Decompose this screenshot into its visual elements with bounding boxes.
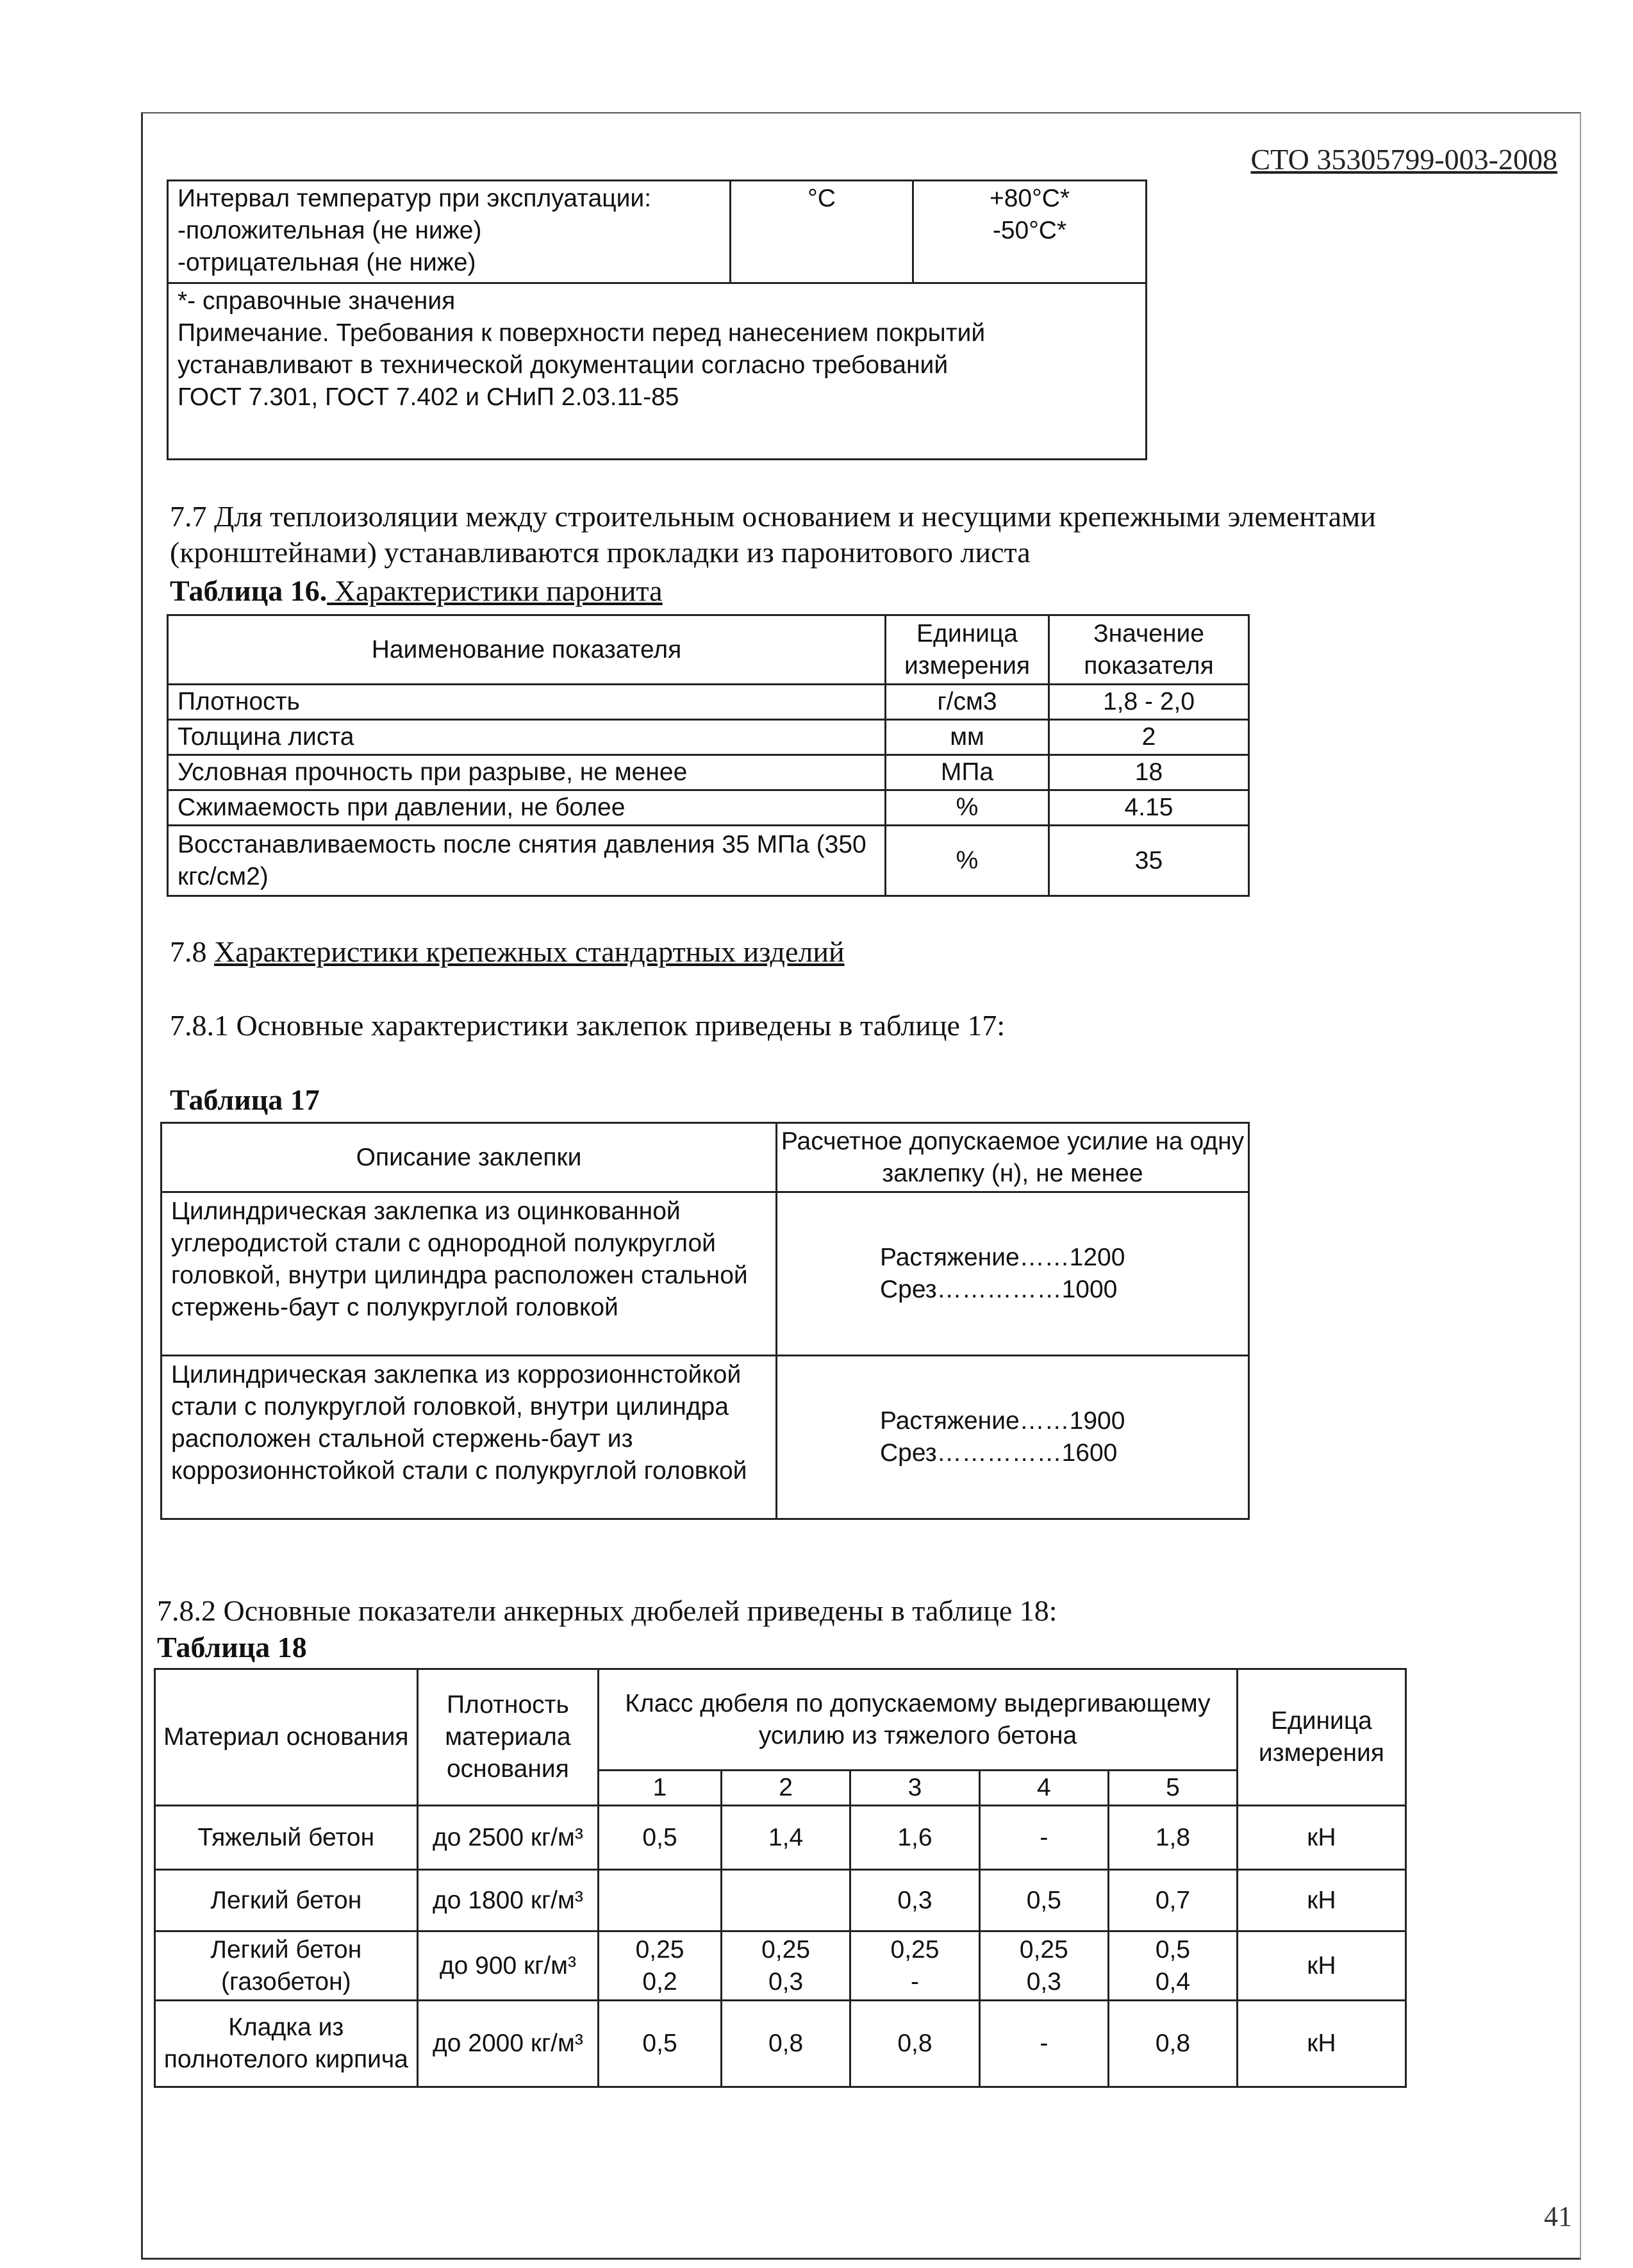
class-value: 0,5 <box>1026 1886 1061 1914</box>
class-value-cell <box>1109 1931 1238 2001</box>
paragraph-line: (кронштейнами) устанавливаются прокладки из паронитового листа <box>170 536 1031 569</box>
table-16-cell: % <box>886 790 1049 826</box>
class-value-cell <box>721 2001 850 2087</box>
table-16-cell: 35 <box>1049 826 1249 896</box>
class-value: 1,8 <box>1155 1823 1191 1851</box>
document-code: СТО 35305799-003-2008 <box>1250 143 1557 176</box>
table-18-header-density: Плотность материала основания <box>417 1669 599 1806</box>
class-value-cell <box>850 1931 979 2001</box>
class-value: 0,8 <box>897 2030 933 2057</box>
class-value-cell <box>721 1870 850 1931</box>
table-16-cell: Восстанавливаемость после снятия давления 35 МПа (350 кгс/см2) <box>168 826 886 896</box>
note-line: Примечание. Требования к поверхности перед нанесением покрытий <box>178 319 986 347</box>
class-value: 0,25 <box>635 1935 684 1964</box>
tension-value: Растяжение……1900 <box>880 1407 1125 1435</box>
table-16-cell: Плотность <box>168 685 886 720</box>
table-17-values <box>777 1192 1249 1356</box>
caption-label: Таблица 17 <box>170 1083 320 1116</box>
class-value-cell <box>850 1806 979 1870</box>
temp-note-cell <box>168 283 1147 460</box>
class-value: 0,5 <box>642 1823 677 1851</box>
table-16-cell: Условная прочность при разрыве, не менее <box>168 755 886 790</box>
material-cell: Легкий бетон <box>155 1870 418 1931</box>
section-title: Характеристики крепежных стандартных изделий <box>214 935 845 968</box>
class-value: 0,8 <box>768 2030 804 2057</box>
table-16-cell: 4.15 <box>1049 790 1249 826</box>
class-value-cell <box>599 1931 722 2001</box>
temp-value-cell <box>913 181 1147 283</box>
class-value: 0,5 <box>642 2030 677 2057</box>
table-18-caption <box>157 1630 307 1665</box>
material-cell: Кладка из полнотелого кирпича <box>155 2001 418 2087</box>
section-7-8-heading <box>170 934 845 970</box>
table-16-cell: 18 <box>1049 755 1249 790</box>
class-value-cell <box>979 2001 1108 2087</box>
table-17-header: Расчетное допускаемое усилие на одну заклепку (н), не менее <box>777 1123 1249 1192</box>
unit-cell: кН <box>1237 1870 1405 1931</box>
material-cell: Легкий бетон (газобетон) <box>155 1931 418 2001</box>
unit-cell: кН <box>1237 1931 1405 2001</box>
class-value: 0,5 <box>1155 1935 1191 1964</box>
class-value: 0,25 <box>890 1935 940 1964</box>
class-value: 0,3 <box>1026 1967 1061 1996</box>
table-18-row <box>155 2001 1406 2087</box>
table-17-header: Описание заклепки <box>162 1123 777 1192</box>
table-17-caption <box>170 1082 320 1118</box>
class-value-cell <box>1109 2001 1238 2087</box>
class-value-cell <box>1109 1806 1238 1870</box>
note-line: устанавливают в технической документации согласно требований <box>178 351 949 379</box>
table-18-header-unit: Единица измерения <box>1237 1669 1405 1806</box>
table-18-row <box>155 1870 1406 1931</box>
table-16-cell: Сжимаемость при давлении, не более <box>168 790 886 826</box>
tension-value: Растяжение……1200 <box>880 1244 1125 1271</box>
unit-cell: кН <box>1237 1806 1405 1870</box>
table-18-header-material: Материал основания <box>155 1669 418 1806</box>
class-value: 0,8 <box>1155 2030 1191 2057</box>
class-value: 1,4 <box>768 1823 804 1851</box>
table-16-cell: мм <box>886 720 1049 755</box>
section-7-8-1-text: 7.8.1 Основные характеристики заклепок приведены в таблице 17: <box>170 1009 1006 1042</box>
class-value-cell <box>599 1870 722 1931</box>
temp-label-line: Интервал температур при эксплуатации: <box>178 185 652 212</box>
caption-label: Таблица 16. <box>170 574 327 607</box>
table-18-header-class: Класс дюбеля по допускаемому выдергивающему усилию из тяжелого бетона <box>599 1669 1238 1771</box>
temp-label-cell <box>168 181 731 283</box>
class-value-cell <box>850 2001 979 2087</box>
note-line: *- справочные значения <box>178 287 456 315</box>
class-value: - <box>910 1967 919 1996</box>
table-16 <box>167 614 1250 897</box>
temp-label-line: -отрицательная (не ниже) <box>178 249 476 276</box>
class-number: 3 <box>850 1771 979 1806</box>
note-line: ГОСТ 7.301, ГОСТ 7.402 и СНиП 2.03.11-85 <box>178 383 679 411</box>
class-value: 0,7 <box>1155 1886 1191 1914</box>
table-16-header: Значение показателя <box>1049 615 1249 685</box>
class-number: 1 <box>599 1771 722 1806</box>
table-16-header: Наименование показателя <box>168 615 886 685</box>
class-value-cell <box>1109 1870 1238 1931</box>
table-17 <box>160 1122 1250 1520</box>
table-18-row <box>155 1806 1406 1870</box>
class-value-cell <box>979 1931 1108 2001</box>
density-cell: до 2000 кг/м³ <box>417 2001 599 2087</box>
class-value: 0,25 <box>1019 1935 1068 1964</box>
class-number: 2 <box>721 1771 850 1806</box>
temp-value-line: -50°С* <box>992 217 1067 244</box>
class-value: - <box>1040 2030 1049 2057</box>
table-16-cell: МПа <box>886 755 1049 790</box>
temp-value-line: +80°С* <box>989 185 1070 212</box>
shear-value: Срез……………1600 <box>880 1439 1118 1467</box>
class-value: 1,6 <box>897 1823 933 1851</box>
unit-cell: кН <box>1237 2001 1405 2087</box>
temp-label-line: -положительная (не ниже) <box>178 217 482 244</box>
table-16-cell: Толщина листа <box>168 720 886 755</box>
table-16-cell: % <box>886 826 1049 896</box>
class-value-cell <box>721 1931 850 2001</box>
table-18-row <box>155 1931 1406 2001</box>
table-16-header: Единица измерения <box>886 615 1049 685</box>
section-7-7-text <box>170 499 1567 571</box>
class-value-cell <box>979 1870 1108 1931</box>
class-value-cell <box>979 1806 1108 1870</box>
table-18 <box>154 1668 1407 2088</box>
table-16-caption <box>170 573 663 609</box>
class-value: - <box>1040 1823 1049 1851</box>
class-value-cell <box>599 1806 722 1870</box>
table-16-cell: 2 <box>1049 720 1249 755</box>
class-value-cell <box>599 2001 722 2087</box>
table-16-cell: 1,8 - 2,0 <box>1049 685 1249 720</box>
table-18-body <box>155 1806 1406 2087</box>
page-number: 41 <box>1544 2201 1572 2232</box>
temp-unit-cell: °С <box>731 181 913 283</box>
class-value: 0,25 <box>761 1935 811 1964</box>
class-value-cell <box>721 1806 850 1870</box>
section-7-8-2-text: 7.8.2 Основные показатели анкерных дюбелей приведены в таблице 18: <box>157 1594 1057 1627</box>
table-17-description: Цилиндрическая заклепка из коррозионнстойкой стали с полукруглой головкой, внутри цилиндра расположен стальной стержень-баут из коррозионнстойкой стали с полукруглой головкой <box>162 1356 777 1519</box>
density-cell: до 2500 кг/м³ <box>417 1806 599 1870</box>
class-number: 5 <box>1109 1771 1238 1806</box>
table-17-description: Цилиндрическая заклепка из оцинкованной углеродистой стали с однородной полукруглой головкой, внутри цилиндра расположен стальной стержень-баут с полукруглой головкой <box>162 1192 777 1356</box>
section-number: 7.8 <box>170 935 214 968</box>
class-value: 0,4 <box>1155 1967 1191 1996</box>
paragraph-line: 7.7 Для теплоизоляции между строительным основанием и несущими крепежными элементами <box>170 500 1376 533</box>
temperature-table <box>167 179 1147 460</box>
density-cell: до 900 кг/м³ <box>417 1931 599 2001</box>
material-cell: Тяжелый бетон <box>155 1806 418 1870</box>
caption-title: Характеристики паронита <box>327 574 663 607</box>
density-cell: до 1800 кг/м³ <box>417 1870 599 1931</box>
caption-label: Таблица 18 <box>157 1631 307 1663</box>
class-number: 4 <box>979 1771 1108 1806</box>
class-value: 0,2 <box>642 1967 677 1996</box>
shear-value: Срез……………1000 <box>880 1276 1118 1303</box>
class-value: 0,3 <box>768 1967 804 1996</box>
table-16-cell: г/см3 <box>886 685 1049 720</box>
table-17-values <box>777 1356 1249 1519</box>
class-value: 0,3 <box>897 1886 933 1914</box>
class-value-cell <box>850 1870 979 1931</box>
